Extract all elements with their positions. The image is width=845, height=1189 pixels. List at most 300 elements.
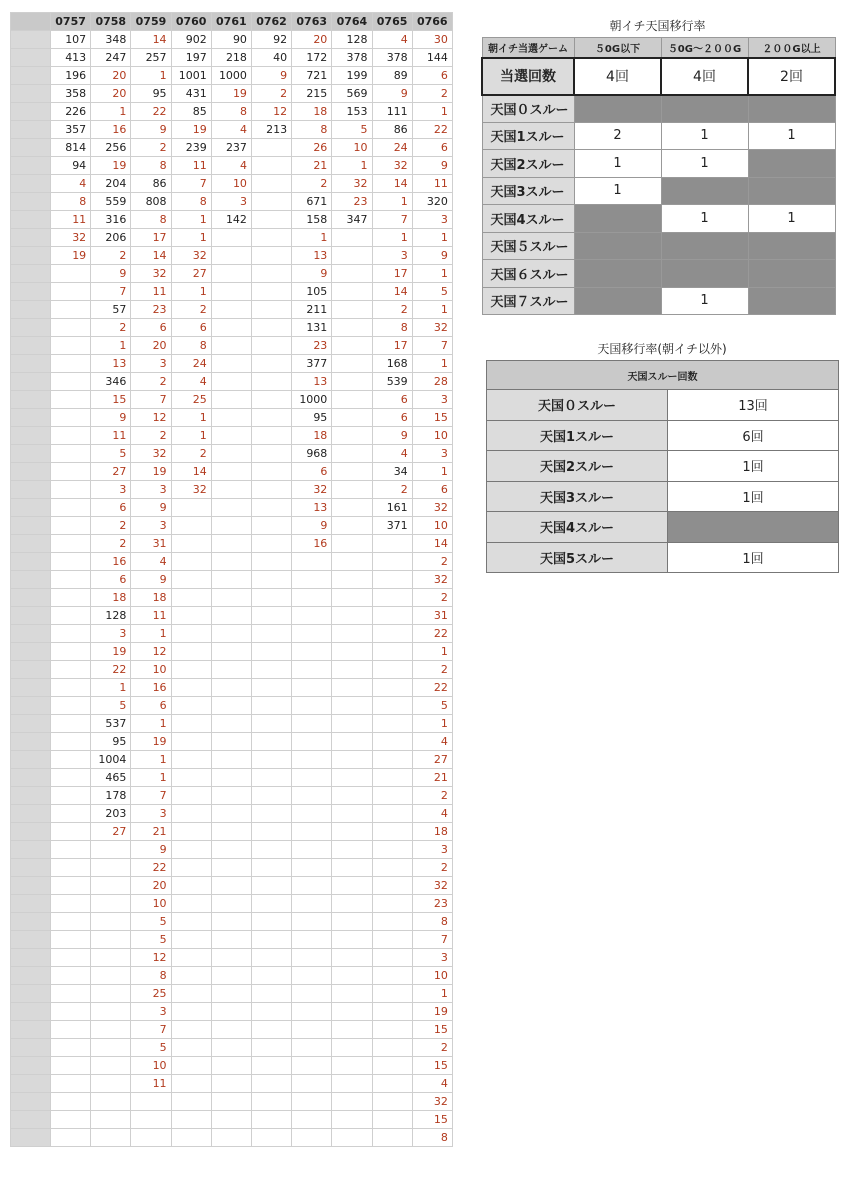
row-header [11, 265, 51, 283]
data-cell [91, 985, 131, 1003]
data-cell [51, 427, 91, 445]
data-cell [211, 373, 251, 391]
data-cell [251, 661, 291, 679]
data-cell [171, 607, 211, 625]
data-cell: 1000 [211, 67, 251, 85]
data-cell: 19 [211, 85, 251, 103]
data-cell: 16 [91, 553, 131, 571]
table-row [11, 1111, 453, 1129]
data-cell [251, 1093, 291, 1111]
data-cell [211, 661, 251, 679]
data-cell: 808 [131, 193, 171, 211]
data-cell: 357 [51, 121, 91, 139]
value-cell: 2 [574, 122, 661, 150]
data-cell: 2 [171, 301, 211, 319]
data-cell [211, 931, 251, 949]
data-cell [372, 553, 412, 571]
data-cell: 1 [292, 229, 332, 247]
data-cell: 3 [131, 805, 171, 823]
count-cell: 2回 [748, 58, 835, 95]
value-cell: 1回 [668, 542, 839, 573]
data-cell: 32 [372, 157, 412, 175]
data-cell [372, 985, 412, 1003]
data-cell [91, 1039, 131, 1057]
data-cell [51, 463, 91, 481]
data-cell [251, 931, 291, 949]
row-header [11, 679, 51, 697]
data-cell: 1 [412, 985, 452, 1003]
table-row [11, 913, 453, 931]
data-cell [251, 913, 291, 931]
data-cell [211, 1111, 251, 1129]
table-row [11, 481, 453, 499]
row-header [11, 319, 51, 337]
data-cell [332, 715, 372, 733]
data-cell: 7 [412, 337, 452, 355]
data-cell [332, 499, 372, 517]
data-cell: 32 [412, 319, 452, 337]
data-cell [372, 679, 412, 697]
column-header: 0766 [412, 13, 452, 31]
other-heaven-title: 天国移行率(朝イチ以外) [597, 342, 727, 356]
data-cell: 378 [332, 49, 372, 67]
data-cell: 9 [292, 517, 332, 535]
data-cell [292, 913, 332, 931]
data-cell [251, 373, 291, 391]
data-cell [51, 859, 91, 877]
data-cell [91, 877, 131, 895]
data-cell [211, 607, 251, 625]
data-cell: 431 [171, 85, 211, 103]
data-cell: 8 [131, 211, 171, 229]
row-label: 天国2スルー [487, 451, 668, 482]
row-header [11, 427, 51, 445]
data-cell: 3 [211, 193, 251, 211]
table-row [11, 1129, 453, 1147]
table-row [11, 1075, 453, 1093]
table-row [11, 1021, 453, 1039]
data-cell [292, 661, 332, 679]
data-cell [372, 535, 412, 553]
data-cell [51, 607, 91, 625]
data-cell [292, 859, 332, 877]
table-row [11, 373, 453, 391]
data-cell [51, 877, 91, 895]
data-cell: 32 [131, 265, 171, 283]
empty-cell [574, 232, 661, 260]
data-cell: 14 [171, 463, 211, 481]
data-cell: 178 [91, 787, 131, 805]
table-row [11, 49, 453, 67]
data-cell: 1 [332, 157, 372, 175]
data-cell [51, 643, 91, 661]
row-header [11, 967, 51, 985]
row-header [11, 499, 51, 517]
data-cell [171, 949, 211, 967]
data-cell [51, 1003, 91, 1021]
table-row [11, 769, 453, 787]
header-row [482, 38, 835, 58]
data-cell: 18 [412, 823, 452, 841]
row-header [11, 355, 51, 373]
data-cell: 10 [412, 517, 452, 535]
data-cell: 10 [412, 967, 452, 985]
data-cell [292, 715, 332, 733]
data-cell [51, 445, 91, 463]
table-row [11, 121, 453, 139]
data-cell: 20 [131, 877, 171, 895]
data-cell [211, 1003, 251, 1021]
empty-cell [574, 260, 661, 288]
data-cell [211, 967, 251, 985]
data-cell [292, 607, 332, 625]
column-header: 0760 [171, 13, 211, 31]
data-cell [372, 715, 412, 733]
data-cell [51, 1111, 91, 1129]
data-cell [372, 1129, 412, 1147]
table-row [11, 787, 453, 805]
data-cell [372, 571, 412, 589]
row-header [11, 607, 51, 625]
data-cell [131, 1111, 171, 1129]
row-header [11, 751, 51, 769]
value-cell: 6回 [668, 420, 839, 451]
data-cell [171, 643, 211, 661]
data-cell [372, 931, 412, 949]
data-cell: 2 [412, 787, 452, 805]
data-cell [171, 553, 211, 571]
data-cell: 15 [412, 1057, 452, 1075]
data-cell: 13 [292, 247, 332, 265]
data-cell [251, 841, 291, 859]
table-row [482, 177, 835, 205]
data-cell [51, 481, 91, 499]
data-cell [251, 265, 291, 283]
data-cell [91, 1111, 131, 1129]
data-cell: 215 [292, 85, 332, 103]
data-cell [372, 1075, 412, 1093]
data-cell [292, 895, 332, 913]
other-heaven-table [486, 360, 839, 573]
row-label: 当選回数 [482, 58, 574, 95]
data-cell [292, 1003, 332, 1021]
data-cell: 161 [372, 499, 412, 517]
data-cell: 23 [332, 193, 372, 211]
data-cell [332, 409, 372, 427]
data-cell [332, 877, 372, 895]
data-cell [211, 283, 251, 301]
data-cell [211, 787, 251, 805]
data-cell: 22 [412, 121, 452, 139]
data-cell [372, 1003, 412, 1021]
data-cell [251, 607, 291, 625]
data-cell [91, 1021, 131, 1039]
data-cell [372, 1021, 412, 1039]
row-header [11, 823, 51, 841]
data-cell [251, 319, 291, 337]
table-row [482, 232, 835, 260]
data-cell [211, 895, 251, 913]
data-cell [372, 841, 412, 859]
data-cell: 1 [131, 751, 171, 769]
data-cell: 111 [372, 103, 412, 121]
data-cell [332, 535, 372, 553]
data-cell: 2 [171, 445, 211, 463]
data-cell: 2 [412, 85, 452, 103]
data-cell: 10 [332, 139, 372, 157]
data-cell [292, 589, 332, 607]
data-cell [211, 823, 251, 841]
data-cell [171, 877, 211, 895]
data-cell [332, 1129, 372, 1147]
data-cell [171, 841, 211, 859]
data-cell [211, 859, 251, 877]
data-cell [292, 967, 332, 985]
data-cell [51, 967, 91, 985]
row-label: 天国4スルー [487, 512, 668, 543]
data-cell [251, 337, 291, 355]
data-cell [51, 1057, 91, 1075]
data-cell [91, 1093, 131, 1111]
data-cell [292, 1021, 332, 1039]
data-cell [251, 175, 291, 193]
data-cell [211, 1129, 251, 1147]
data-cell [91, 1057, 131, 1075]
data-cell [171, 805, 211, 823]
data-cell [251, 697, 291, 715]
row-header [11, 409, 51, 427]
data-cell: 25 [171, 391, 211, 409]
data-cell [332, 967, 372, 985]
data-cell: 8 [51, 193, 91, 211]
data-cell: 377 [292, 355, 332, 373]
data-cell [211, 391, 251, 409]
column-header: 0762 [251, 13, 291, 31]
data-cell: 1 [372, 229, 412, 247]
data-cell [171, 571, 211, 589]
row-header [11, 283, 51, 301]
data-cell [332, 1003, 372, 1021]
data-cell: 226 [51, 103, 91, 121]
table-row [11, 67, 453, 85]
table-row [11, 1093, 453, 1111]
data-cell: 4 [372, 445, 412, 463]
data-cell: 213 [251, 121, 291, 139]
data-cell [211, 1057, 251, 1075]
data-cell [332, 553, 372, 571]
data-cell: 1 [171, 283, 211, 301]
data-cell [251, 1129, 291, 1147]
data-cell [332, 283, 372, 301]
data-cell: 11 [131, 1075, 171, 1093]
column-header: ５0G〜２００G [661, 38, 748, 58]
data-cell [171, 931, 211, 949]
row-header [11, 67, 51, 85]
row-header [11, 643, 51, 661]
data-cell: 6 [412, 67, 452, 85]
table-row [11, 427, 453, 445]
value-cell: 1 [661, 287, 748, 315]
table-row [11, 1003, 453, 1021]
empty-cell [748, 95, 835, 123]
data-cell: 25 [131, 985, 171, 1003]
data-cell: 2 [412, 1039, 452, 1057]
data-cell: 6 [131, 319, 171, 337]
data-cell: 21 [412, 769, 452, 787]
data-cell [51, 1021, 91, 1039]
table-row [11, 931, 453, 949]
data-cell: 18 [292, 103, 332, 121]
data-cell: 11 [91, 427, 131, 445]
data-cell: 7 [131, 787, 171, 805]
data-cell: 1 [171, 211, 211, 229]
data-cell: 211 [292, 301, 332, 319]
data-cell [332, 913, 372, 931]
row-header [11, 391, 51, 409]
table-row [11, 877, 453, 895]
data-cell: 92 [251, 31, 291, 49]
data-cell [332, 787, 372, 805]
data-cell [332, 337, 372, 355]
row-header [11, 193, 51, 211]
data-cell: 3 [131, 1003, 171, 1021]
data-cell: 239 [171, 139, 211, 157]
data-cell [51, 571, 91, 589]
data-cell [372, 967, 412, 985]
data-cell [332, 1021, 372, 1039]
data-cell [131, 1093, 171, 1111]
data-cell: 11 [131, 283, 171, 301]
data-cell [171, 697, 211, 715]
data-cell [91, 1075, 131, 1093]
data-cell: 2 [131, 139, 171, 157]
data-cell [211, 1021, 251, 1039]
column-header: 0758 [91, 13, 131, 31]
data-cell: 6 [91, 499, 131, 517]
data-cell [292, 1057, 332, 1075]
data-cell [332, 931, 372, 949]
data-cell [51, 283, 91, 301]
data-cell: 15 [91, 391, 131, 409]
column-header: 0759 [131, 13, 171, 31]
data-cell [372, 697, 412, 715]
data-cell [332, 1093, 372, 1111]
data-cell: 12 [131, 949, 171, 967]
data-cell [211, 463, 251, 481]
data-cell [332, 859, 372, 877]
row-header [11, 517, 51, 535]
data-cell [211, 571, 251, 589]
data-cell: 32 [412, 877, 452, 895]
empty-cell [661, 260, 748, 288]
data-cell: 3 [372, 247, 412, 265]
data-cell: 2 [91, 535, 131, 553]
table-row [11, 679, 453, 697]
data-cell: 89 [372, 67, 412, 85]
data-cell [91, 859, 131, 877]
data-cell: 32 [412, 571, 452, 589]
table-row [11, 715, 453, 733]
data-cell [251, 139, 291, 157]
data-cell: 32 [412, 1093, 452, 1111]
data-cell: 5 [131, 913, 171, 931]
data-cell: 142 [211, 211, 251, 229]
data-cell [91, 967, 131, 985]
data-cell [332, 751, 372, 769]
data-cell [211, 301, 251, 319]
data-cell: 9 [131, 499, 171, 517]
table-row [11, 697, 453, 715]
table-row [11, 301, 453, 319]
data-cell: 9 [91, 265, 131, 283]
data-cell [332, 517, 372, 535]
data-cell: 7 [171, 175, 211, 193]
row-header [11, 949, 51, 967]
data-cell: 2 [412, 553, 452, 571]
data-cell: 413 [51, 49, 91, 67]
table-row [482, 260, 835, 288]
data-cell: 4 [51, 175, 91, 193]
row-header [11, 301, 51, 319]
data-cell: 32 [171, 247, 211, 265]
data-cell [292, 1129, 332, 1147]
row-header [11, 625, 51, 643]
data-cell [372, 733, 412, 751]
data-cell: 19 [171, 121, 211, 139]
row-header [11, 121, 51, 139]
table-row [11, 841, 453, 859]
data-cell [171, 715, 211, 733]
data-cell [171, 589, 211, 607]
data-cell [51, 787, 91, 805]
data-cell [211, 913, 251, 931]
row-header [11, 175, 51, 193]
data-cell: 2 [412, 589, 452, 607]
table-row [11, 247, 453, 265]
data-cell [251, 751, 291, 769]
data-cell: 16 [131, 679, 171, 697]
data-cell: 2 [91, 247, 131, 265]
data-cell [51, 985, 91, 1003]
data-cell [251, 733, 291, 751]
column-header: 0761 [211, 13, 251, 31]
row-label: 天国1スルー [482, 122, 574, 150]
data-cell: 19 [131, 463, 171, 481]
row-header [11, 103, 51, 121]
data-cell [332, 571, 372, 589]
data-cell: 4 [412, 733, 452, 751]
table-row [11, 31, 453, 49]
data-cell: 20 [91, 67, 131, 85]
data-cell [372, 913, 412, 931]
data-cell [372, 949, 412, 967]
row-header [11, 373, 51, 391]
empty-cell [748, 260, 835, 288]
data-cell [171, 1039, 211, 1057]
row-header [11, 1003, 51, 1021]
data-cell: 22 [131, 859, 171, 877]
table-row [487, 512, 839, 543]
data-cell [171, 499, 211, 517]
row-header [11, 985, 51, 1003]
data-cell: 18 [91, 589, 131, 607]
table-row [487, 481, 839, 512]
table-row [11, 157, 453, 175]
data-cell: 6 [91, 571, 131, 589]
data-cell: 7 [412, 931, 452, 949]
data-cell: 105 [292, 283, 332, 301]
data-cell: 12 [131, 409, 171, 427]
